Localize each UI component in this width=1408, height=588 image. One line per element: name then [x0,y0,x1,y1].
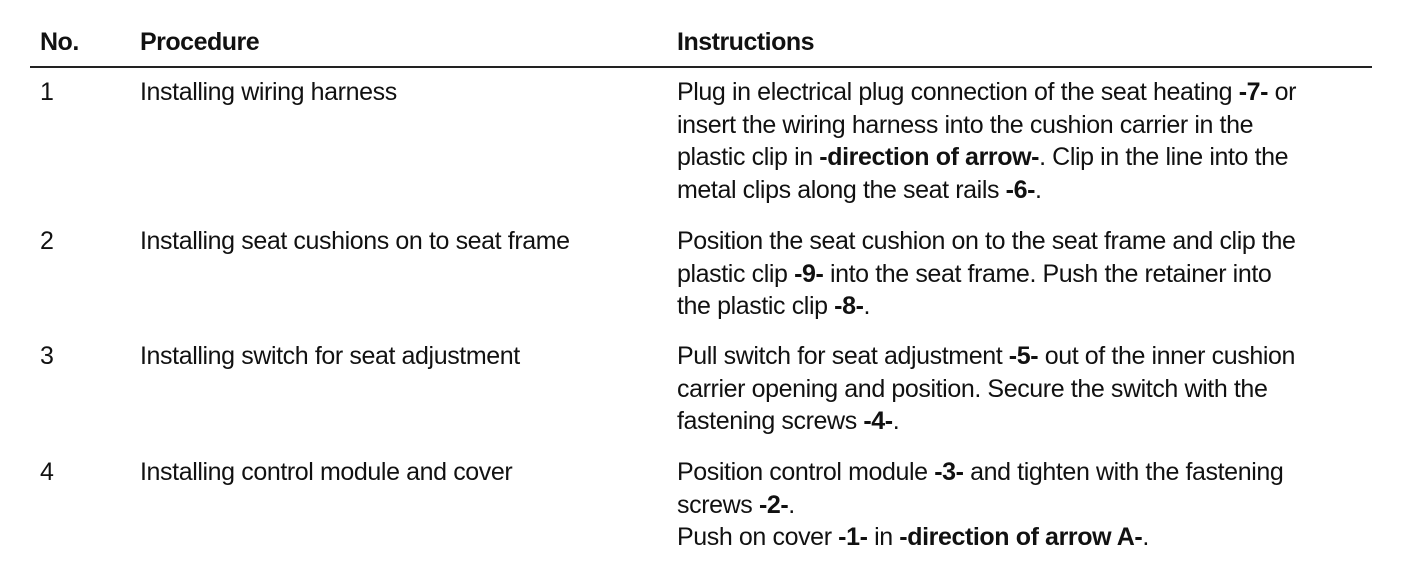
instruction-text: carrier opening and position. Secure the switch with the [677,374,1268,403]
instruction-line [677,489,1377,522]
item-reference: -6- [1005,175,1035,204]
instruction-line [677,373,1377,406]
instruction-line [677,109,1377,142]
instruction-text: metal clips along the seat rails [677,175,1006,204]
procedure-cell: Installing seat cushions on to seat frame [140,227,570,255]
item-reference: -9- [794,259,824,288]
instruction-text: insert the wiring harness into the cushion carrier in the [677,110,1254,139]
item-reference: -8- [834,292,864,320]
instruction-text: into the seat frame. Push the retainer into [823,259,1272,288]
row-number: 3 [40,342,54,370]
instruction-line [677,340,1377,373]
item-reference: -7- [1238,78,1269,106]
instruction-text: . [1142,523,1149,551]
item-reference: -4- [863,407,893,435]
instruction-text: screws [677,490,759,519]
instruction-text: in [867,523,900,551]
header-no: No. [40,28,79,56]
instruction-line [677,225,1377,258]
header-divider [30,66,1372,68]
instructions-cell [677,225,1377,323]
instruction-text: . [1035,175,1042,204]
instruction-text: fastening screws [677,407,864,435]
table-header [0,26,1408,60]
instruction-line [677,290,1377,323]
item-reference: -2- [758,490,789,519]
instruction-text: and tighten with the fastening [963,458,1284,486]
instructions-cell [677,76,1377,206]
instruction-text: or [1268,78,1297,106]
instruction-text: Position the seat cushion on to the seat frame and clip the [677,227,1296,255]
instruction-line [677,141,1377,174]
instruction-line [677,456,1377,489]
instruction-line [677,76,1377,109]
row-number: 4 [40,458,54,486]
instruction-line [677,258,1377,291]
instruction-line [677,174,1377,207]
instruction-text: . [788,490,795,519]
item-reference: -3- [934,458,964,486]
instruction-text: Plug in electrical plug connection of the seat heating [677,78,1239,106]
instruction-text: Push on cover [677,523,839,551]
item-reference: -direction of arrow- [819,143,1040,171]
item-reference: -1- [838,523,868,551]
instructions-cell [677,340,1377,438]
instruction-text: . [863,292,871,320]
row-number: 2 [40,227,54,255]
row-number: 1 [40,78,54,106]
procedure-cell: Installing switch for seat adjustment [140,342,520,370]
instruction-line [677,521,1377,554]
instructions-cell [677,456,1377,554]
instruction-text: Position control module [677,458,935,486]
instruction-text: Pull switch for seat adjustment [677,342,1009,370]
instruction-text: the plastic clip [677,292,835,320]
procedure-cell: Installing wiring harness [140,78,397,106]
instruction-text: plastic clip [677,259,795,288]
instruction-line [677,405,1377,438]
header-instructions: Instructions [677,28,815,56]
item-reference: -direction of arrow A- [899,523,1143,551]
instruction-text: . [892,407,900,435]
header-procedure: Procedure [140,28,260,56]
item-reference: -5- [1008,342,1039,370]
instruction-text: . Clip in the line into the [1039,143,1289,171]
procedure-cell: Installing control module and cover [140,458,513,486]
instruction-text: out of the inner cushion [1038,342,1296,370]
instruction-text: plastic clip in [677,143,820,171]
